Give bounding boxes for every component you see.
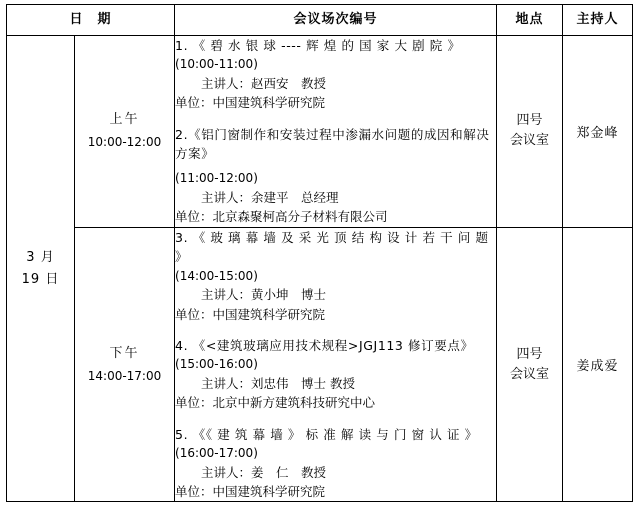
place-cell-morning xyxy=(497,36,563,228)
period-cell-morning xyxy=(75,36,175,228)
topics-cell-morning xyxy=(175,36,497,228)
session-item xyxy=(175,336,496,413)
session-title: 2.《铝门窗制作和安装过程中渗漏水问题的成因和解决方案》 xyxy=(175,126,490,162)
header-host: 主持人 xyxy=(563,5,633,36)
topics-cell-afternoon xyxy=(175,227,497,502)
period-name: 下午 xyxy=(109,345,140,361)
header-place: 地点 xyxy=(497,5,563,36)
session-org: 单位：中国建筑科学研究院 xyxy=(175,95,326,111)
period-time: 10:00-12:00 xyxy=(87,135,162,150)
session-time: (16:00-17:00) xyxy=(175,446,258,460)
place-line-1: 四号 xyxy=(516,113,543,129)
session-item xyxy=(175,36,496,113)
session-org: 单位：中国建筑科学研究院 xyxy=(175,483,326,499)
session-time: (15:00-16:00) xyxy=(175,357,258,372)
session-item xyxy=(175,125,496,227)
table-row xyxy=(7,36,633,228)
session-time: (14:00-15:00) xyxy=(175,268,258,283)
place-line-2: 会议室 xyxy=(510,133,550,149)
session-speaker: 主讲人：黄小坤 博士 xyxy=(201,287,327,303)
place-line-1: 四号 xyxy=(516,346,543,362)
session-speaker: 主讲人：姜 仁 教授 xyxy=(201,464,327,480)
session-speaker: 主讲人：刘忠伟 博士 教授 xyxy=(201,375,355,391)
date-cell xyxy=(7,36,75,502)
host-cell-morning: 郑金峰 xyxy=(563,36,633,228)
session-title: 3. 《 玻 璃 幕 墙 及 采 光 顶 结 构 设 计 若 干 问 题 》 xyxy=(175,229,489,265)
session-org: 单位：北京森聚柯高分子材料有限公司 xyxy=(175,209,388,225)
session-time: (11:00-12:00) xyxy=(175,171,258,186)
header-topics: 会议场次编号 xyxy=(175,5,497,36)
session-item xyxy=(175,425,496,502)
date-line-1: 3 月 xyxy=(26,249,55,265)
session-speaker: 主讲人：赵西安 教授 xyxy=(201,75,327,91)
period-time: 14:00-17:00 xyxy=(87,368,162,383)
session-time: (10:00-11:00) xyxy=(175,57,258,72)
host-cell-afternoon: 姜成爱 xyxy=(563,227,633,502)
period-cell-afternoon xyxy=(75,227,175,502)
agenda-table xyxy=(6,4,633,502)
session-org: 单位：中国建筑科学研究院 xyxy=(175,306,326,322)
table-row xyxy=(7,227,633,502)
session-speaker: 主讲人：余建平 总经理 xyxy=(201,190,339,206)
place-line-2: 会议室 xyxy=(510,366,550,382)
session-title: 1. 《 碧 水 银 球 ---- 辉 煌 的 国 家 大 剧 院 》 xyxy=(175,38,461,53)
date-line-2: 19 日 xyxy=(21,271,60,287)
session-org: 单位：北京中新方建筑科技研究中心 xyxy=(175,395,376,411)
session-title: 5. 《《 建 筑 幕 墙 》 标 准 解 读 与 门 窗 认 证 》 xyxy=(175,426,478,442)
period-name: 上午 xyxy=(109,112,140,128)
session-title: 4. 《<建筑玻璃应用技术规程>JGJ113 修订要点》 xyxy=(175,337,474,353)
header-date: 日 期 xyxy=(7,5,175,36)
place-cell-afternoon xyxy=(497,227,563,502)
session-item xyxy=(175,228,496,324)
table-header-row xyxy=(7,5,633,36)
